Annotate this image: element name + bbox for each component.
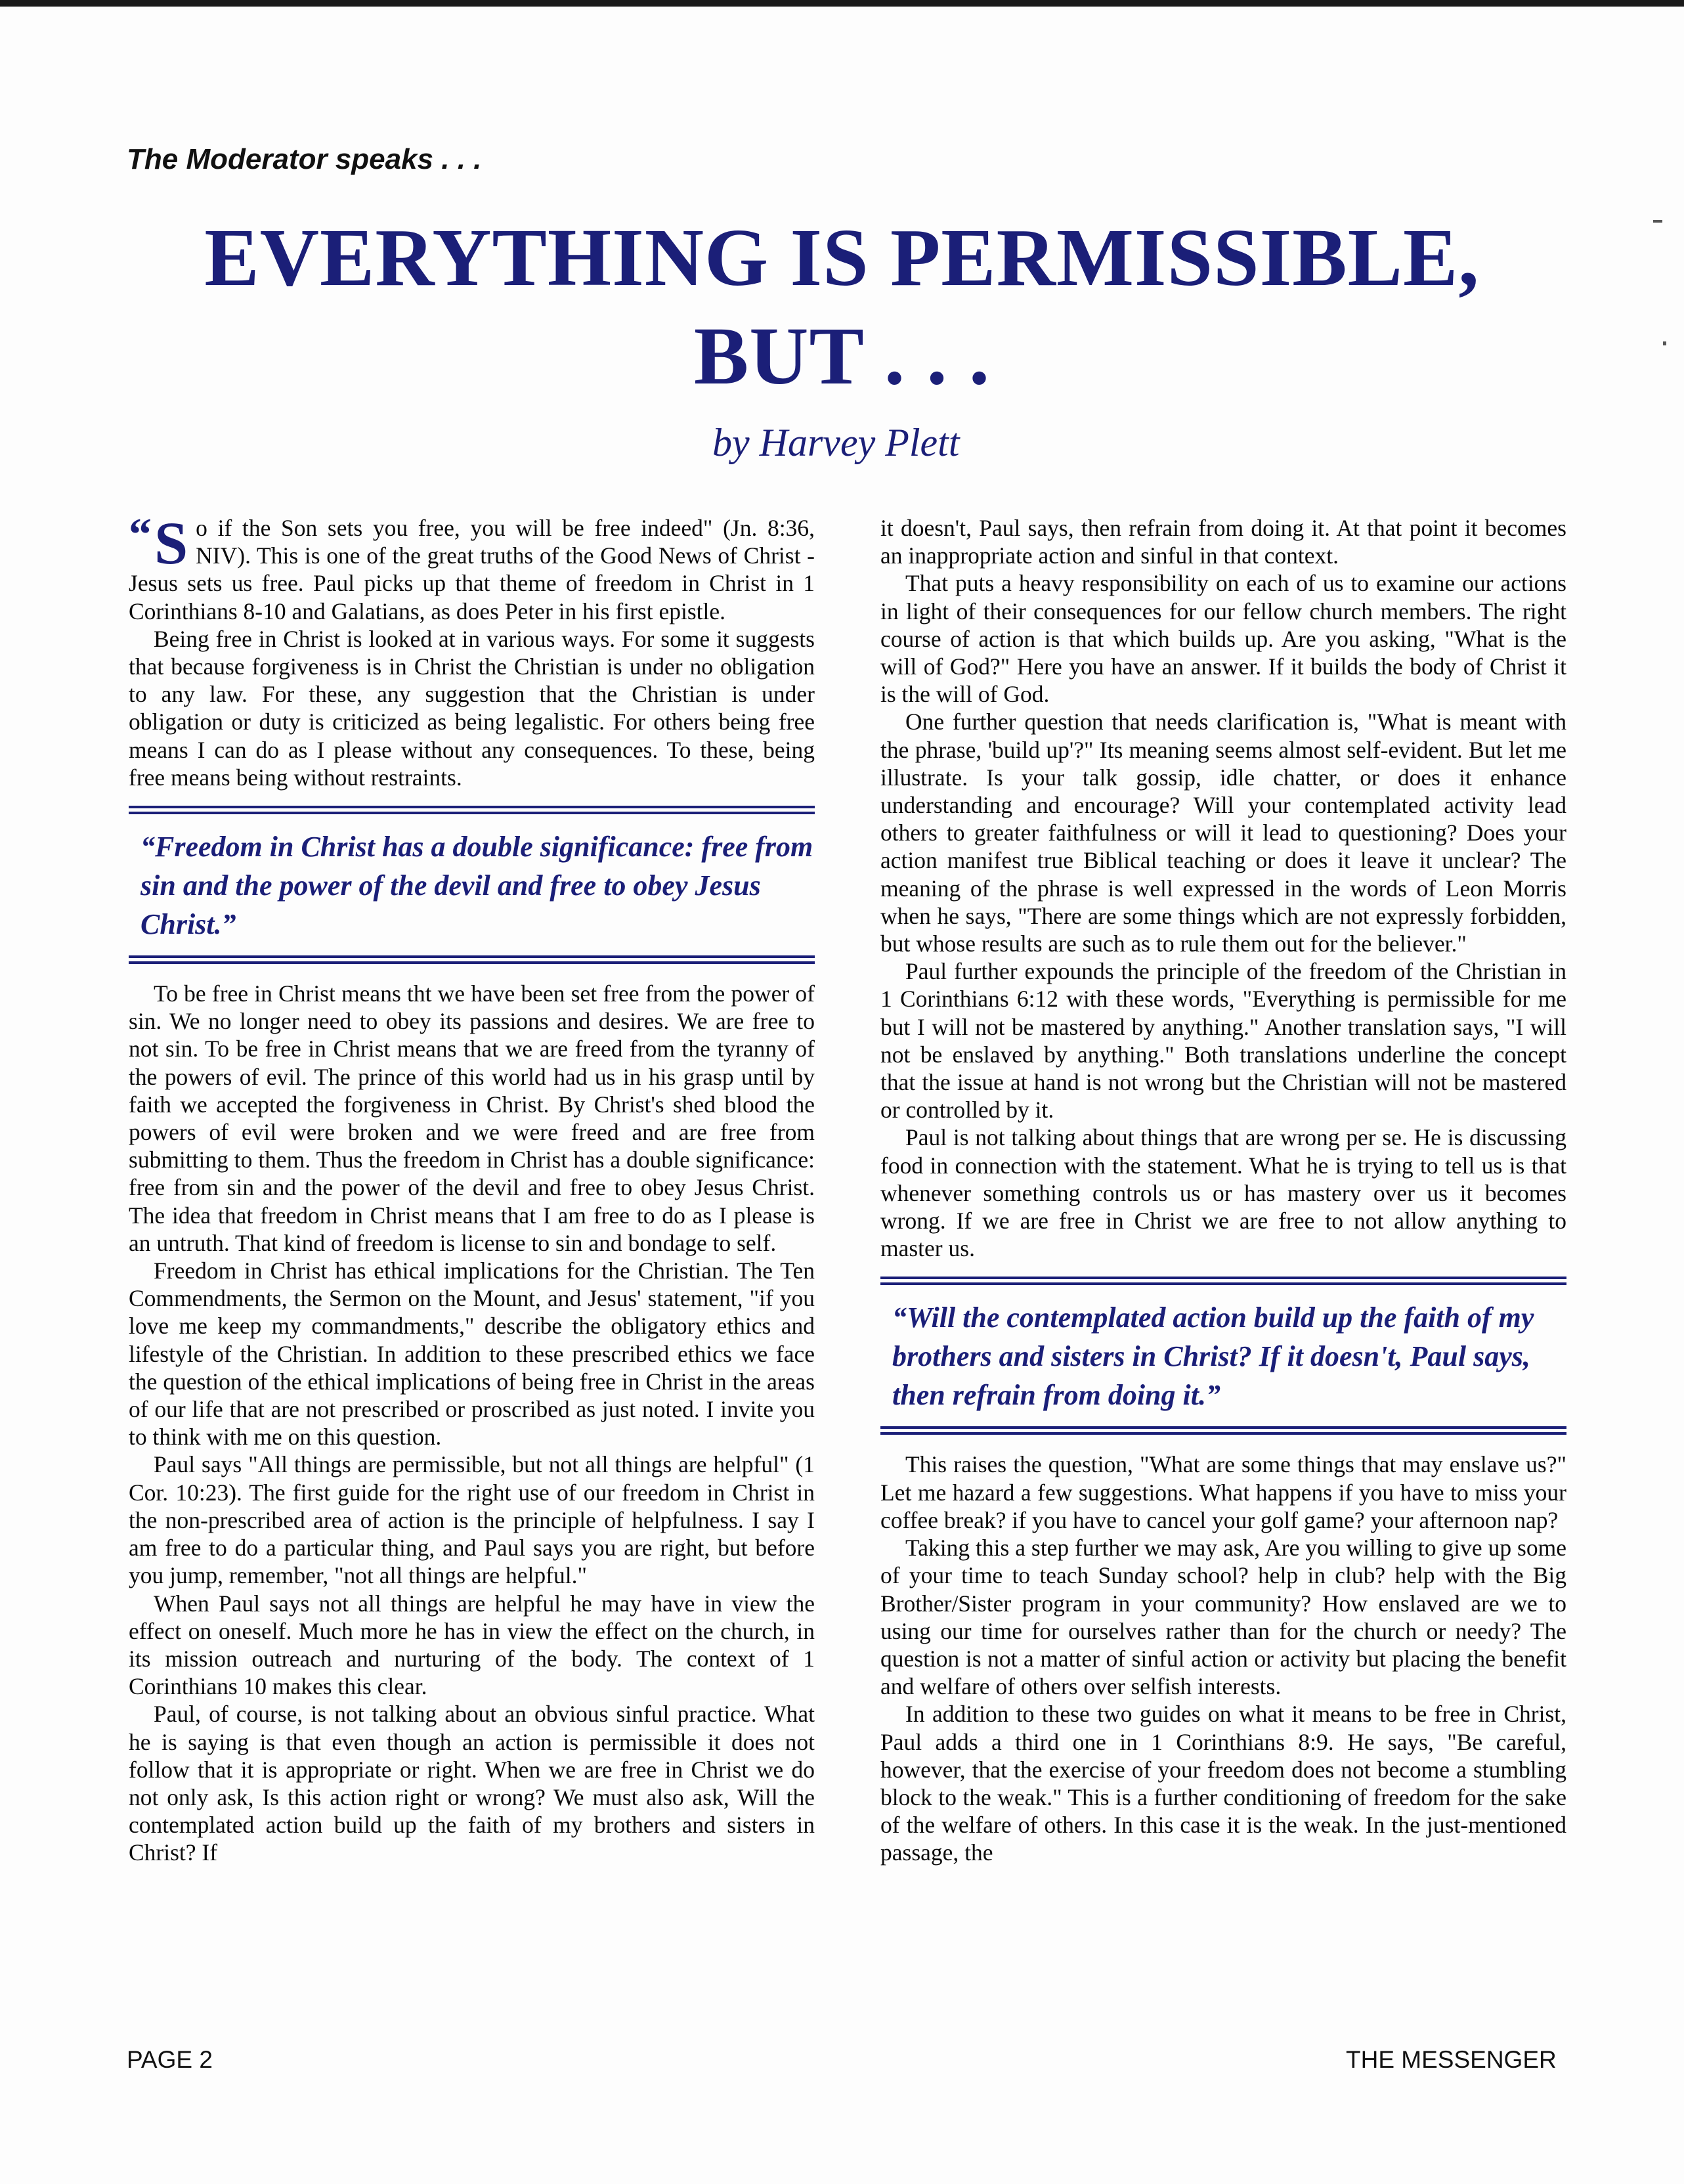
lead-paragraph-text: o if the Son sets you free, you will be free indeed" (Jn. 8:36, NIV). This is one of the great truths of the Good News of Christ - Jesus sets us free. Paul picks up that theme of freedom in Christ in 1 Corinthians 8-10 and Galatians, as does Peter in his first epistle. bbox=[129, 515, 815, 624]
paragraph: Being free in Christ is looked at in various ways. For some it suggests that because forgiveness is in Christ the Christian is under no obligation to any law. For these, any suggestion that the Christian is under obligation or duty is criticized as being legalistic. For others being free means I can do as I please without any consequences. To these, being free means being without restraints. bbox=[129, 625, 815, 791]
paragraph: One further question that needs clarification is, "What is meant with the phrase, 'build up'?" Its meaning seems almost self-evident. But let me illustrate. Is your talk gossip, idle chatter, or does it enhance understanding and encourage? Will your contemplated activity lead others to greater faithfulness or will it lead to questioning? Does your action manifest true Biblical teaching or does it leave it unclear? The meaning of the phrase is well expressed in the words of Leon Morris when he says, "There are some things which are not expressly forbidden, but whose results are such as to rule them out for the believer." bbox=[880, 709, 1566, 957]
page-number: PAGE 2 bbox=[127, 2046, 213, 2073]
left-column bbox=[129, 510, 815, 1867]
paragraph: Paul says "All things are permissible, but not all things are helpful" (1 Cor. 10:23). The first guide for the right use of our freedom in Christ in the non-prescribed area of action is the principle of helpfulness. I say I am free to do a particular thing, and Paul says you are right, but before you jump, remember, "not all things are helpful." bbox=[129, 1451, 815, 1589]
paragraph: To be free in Christ means tht we have been set free from the power of sin. We no longer need to obey its passions and desires. We are free to not sin. To be free in Christ means that we are freed from the tyranny of the powers of evil. The prince of this world had us in his grasp until by faith we accepted the forgiveness in Christ. By Christ's shed blood the powers of evil were broken and we were freed and are free from submitting to them. Thus the freedom in Christ has a double significance: free from sin and the power of the devil and free to obey Jesus Christ. The idea that freedom in Christ means that I am free to do as I please is an untruth. That kind of freedom is license to sin and bondage to self. bbox=[129, 980, 815, 1256]
publication-name: THE MESSENGER bbox=[1346, 2046, 1557, 2073]
headline-line-1: EVERYTHING IS PERMISSIBLE, bbox=[204, 213, 1480, 303]
paragraph: In addition to these two guides on what it means to be free in Christ, Paul adds a third one in 1 Corinthians 8:9. He says, "Be careful, however, that the exercise of your freedom does not become a stumbling block to the weak." This is a further conditioning of freedom for the sake of the welfare of others. In this case it is the weak. In the just-mentioned passage, the bbox=[880, 1701, 1566, 1866]
pull-quote-rule-top bbox=[129, 806, 815, 814]
paragraph: When Paul says not all things are helpful he may have in view the effect on oneself. Much more he has in view the effect on the church, in its mission outreach and nurturing of the body. The context of 1 Corinthians 10 makes this clear. bbox=[129, 1590, 815, 1700]
scan-top-edge bbox=[0, 0, 1684, 7]
paragraph: it doesn't, Paul says, then refrain from doing it. At that point it becomes an inappropriate action and sinful in that context. bbox=[880, 515, 1566, 569]
right-column bbox=[880, 514, 1566, 1867]
drop-cap: S bbox=[154, 510, 188, 577]
pull-quote bbox=[880, 1277, 1566, 1435]
section-kicker: The Moderator speaks . . . bbox=[127, 143, 482, 175]
paragraph: That puts a heavy responsibility on each of us to examine our actions in light of their consequences for our fellow church members. The right course of action is that which builds up. Are you asking, "What is the will of God?" Here you have an answer. If it builds the body of Christ it is the will of God. bbox=[880, 570, 1566, 708]
pull-quote bbox=[129, 806, 815, 964]
author-byline: by Harvey Plett bbox=[712, 421, 960, 464]
paragraph: Taking this a step further we may ask, Are you willing to give up some of your time to teach Sunday school? help in club? help with the Big Brother/Sister program in your community? How enslaved are we to using our time for ourselves rather than for the church or needy? The question is not a matter of sinful action or activity but placing the benefit and welfare of others over selfish interests. bbox=[880, 1535, 1566, 1700]
opening-quote-mark: “ bbox=[129, 510, 152, 560]
paragraph: Paul further expounds the principle of the freedom of the Christian in 1 Corinthians 6:12 with these words, "Everything is permissible for me but I will not be mastered by anything." Another translation says, "I will not be enslaved by anything." Both translations underline the concept that the issue at hand is not wrong but the Christian will not be mastered or controlled by it. bbox=[880, 958, 1566, 1124]
pull-quote-text: “Freedom in Christ has a double significance: free from sin and the power of the devil and free to obey Jesus Christ.” bbox=[140, 831, 813, 941]
headline-line-2: BUT . . . bbox=[693, 311, 991, 402]
scan-speck bbox=[1653, 220, 1662, 223]
scan-speck bbox=[1663, 341, 1666, 345]
pull-quote-rule-bottom bbox=[880, 1426, 1566, 1435]
paragraph: Freedom in Christ has ethical implications for the Christian. The Ten Commendments, the Sermon on the Mount, and Jesus' statement, "if you love me keep my commandments," describe the obligatory ethics and lifestyle of the Christian. In addition to these prescribed ethics we face the question of the ethical implications of being free in Christ in the areas of our life that are not prescribed or proscribed as just noted. I invite you to think with me on this question. bbox=[129, 1257, 815, 1451]
pull-quote-rule-top bbox=[880, 1277, 1566, 1285]
paragraph: Paul, of course, is not talking about an obvious sinful practice. What he is saying is that even though an action is permissible it does not follow that it is appropriate or right. When we are free in Christ we do not only ask, Is this action right or wrong? We must also ask, Will the contemplated action build up the faith of my brothers and sisters in Christ? If bbox=[129, 1701, 815, 1866]
lead-paragraph bbox=[129, 510, 815, 625]
pull-quote-rule-bottom bbox=[129, 955, 815, 964]
paragraph: Paul is not talking about things that are wrong per se. He is discussing food in connection with the statement. What he is trying to tell us is that whenever something controls us or has mastery over us it becomes wrong. If we are free in Christ we are free to not allow anything to master us. bbox=[880, 1124, 1566, 1262]
article-headline bbox=[131, 209, 1553, 406]
paragraph: This raises the question, "What are some things that may enslave us?" Let me hazard a few suggestions. What happens if you have to miss your coffee break? if you have to cancel your golf game? your afternoon nap? bbox=[880, 1451, 1566, 1533]
pull-quote-text: “Will the contemplated action build up the faith of my brothers and sisters in Christ? If it doesn't, Paul says, then refrain from doing it.” bbox=[892, 1301, 1534, 1412]
